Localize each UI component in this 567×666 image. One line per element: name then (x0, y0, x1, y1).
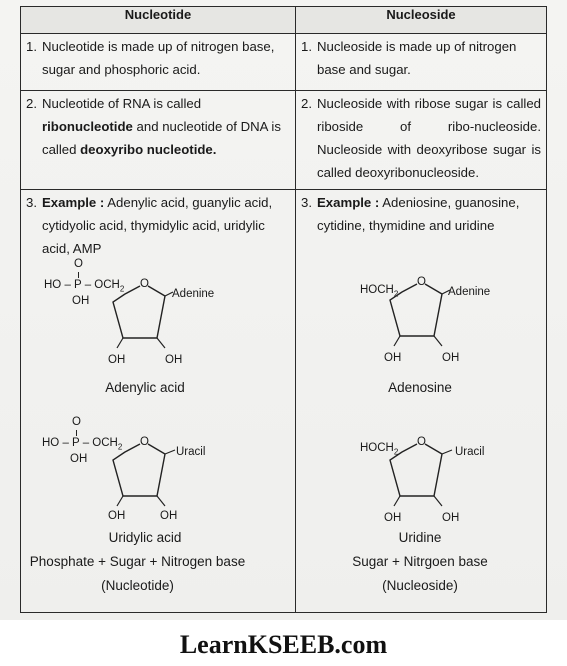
example-list: Adeniosine, guanosine, cytidine, thymidine and uridine (317, 195, 520, 233)
row1-nucleoside-cell (296, 34, 547, 91)
header-nucleoside: Nucleoside (296, 7, 547, 34)
phosphate-oh: OH (72, 295, 90, 307)
hydroxyl-right: OH (442, 352, 460, 364)
text-fragment: and nucleotide of DNA is called (42, 119, 281, 157)
ring-oxygen: O (140, 436, 149, 448)
nucleoside-composition: Nucleoside is made up of nitrogen base and sugar. (317, 39, 517, 77)
caption-uridylic-acid: Uridylic acid (108, 530, 182, 545)
pentose-ring-icon (95, 438, 205, 518)
row3-nucleoside-cell (296, 190, 547, 613)
caption-uridine: Uridine (398, 530, 442, 545)
base-uracil: Uracil (455, 446, 485, 458)
nucleotide-examples (22, 191, 294, 260)
pentose-ring-icon (95, 280, 205, 360)
subscript: 2 (393, 447, 399, 457)
hydroxyl-left: OH (108, 510, 126, 522)
nucleotide-formula: Phosphate + Sugar + Nitrogen base (29, 554, 246, 569)
row2-nucleotide-cell (21, 91, 296, 190)
caption-adenylic-acid: Adenylic acid (105, 380, 185, 395)
text-fragment: Nucleotide of RNA is called (42, 96, 202, 111)
term-ribonucleotide: ribonucleotide (42, 119, 133, 134)
ring-oxygen: O (417, 436, 426, 448)
ring-oxygen: O (140, 278, 149, 290)
hydroxyl-left: OH (108, 354, 126, 366)
hoch-text: HOCH (360, 442, 394, 454)
point-number: 2. (301, 96, 312, 111)
subscript: 2 (119, 284, 125, 294)
nucleoside-examples (297, 191, 545, 237)
hydroxyl-right: OH (165, 354, 183, 366)
base-adenine: Adenine (448, 286, 491, 298)
nucleoside-types: Nucleoside with ribose sugar is called riboside of ribo-nucleoside. Nucleoside with deoxyribose sugar is called deoxyribonucleoside. (317, 96, 541, 180)
point-number: 1. (26, 39, 37, 54)
phosphate-oh: OH (70, 453, 88, 465)
point-number: 3. (301, 195, 312, 210)
hydroxyl-left: OH (384, 512, 402, 524)
phosphate-text: HO – P – OCH (44, 279, 120, 291)
base-uracil: Uracil (176, 446, 206, 458)
base-adenine: Adenine (172, 288, 215, 300)
header-nucleotide: Nucleotide (21, 7, 296, 34)
nucleoside-formula-label: (Nucleoside) (382, 578, 458, 593)
row2-nucleoside-cell (296, 91, 547, 190)
nucleotide-types (22, 92, 294, 161)
caption-adenosine: Adenosine (388, 380, 452, 395)
example-list: Adenylic acid, guanylic acid, cytidyolic acid, thymidylic acid, uridylic acid, AMP (42, 195, 273, 256)
double-bond-line (76, 430, 77, 436)
hydroxyl-left: OH (384, 352, 402, 364)
site-watermark: LearnKSEEB.com (179, 630, 388, 659)
phosphate-double-bond-o: O (74, 258, 83, 270)
point-number: 2. (26, 96, 37, 111)
nucleotide-formula-label: (Nucleotide) (101, 578, 174, 593)
point-number: 3. (26, 195, 37, 210)
nucleoside-formula: Sugar + Nitrgoen base (352, 554, 488, 569)
example-label: Example : (317, 195, 380, 210)
hoch-text: HOCH (360, 284, 394, 296)
hydroxyl-right: OH (442, 512, 460, 524)
row1-nucleotide-cell (21, 34, 296, 91)
phosphate-double-bond-o: O (72, 416, 81, 428)
phosphate-text: HO – P – OCH (42, 437, 118, 449)
point-number: 1. (301, 39, 312, 54)
term-deoxyribo-nucleotide: deoxyribo nucleotide. (80, 142, 217, 157)
subscript: 2 (117, 442, 123, 452)
double-bond-line (78, 272, 79, 278)
row3-nucleotide-cell (21, 190, 296, 613)
ring-oxygen: O (417, 276, 426, 288)
nucleotide-composition: Nucleotide is made up of nitrogen base, sugar and phosphoric acid. (42, 39, 275, 77)
example-label: Example : (42, 195, 105, 210)
pentose-ring-icon (372, 278, 482, 358)
subscript: 2 (393, 289, 399, 299)
pentose-ring-icon (372, 438, 485, 518)
hydroxyl-right: OH (160, 510, 178, 522)
